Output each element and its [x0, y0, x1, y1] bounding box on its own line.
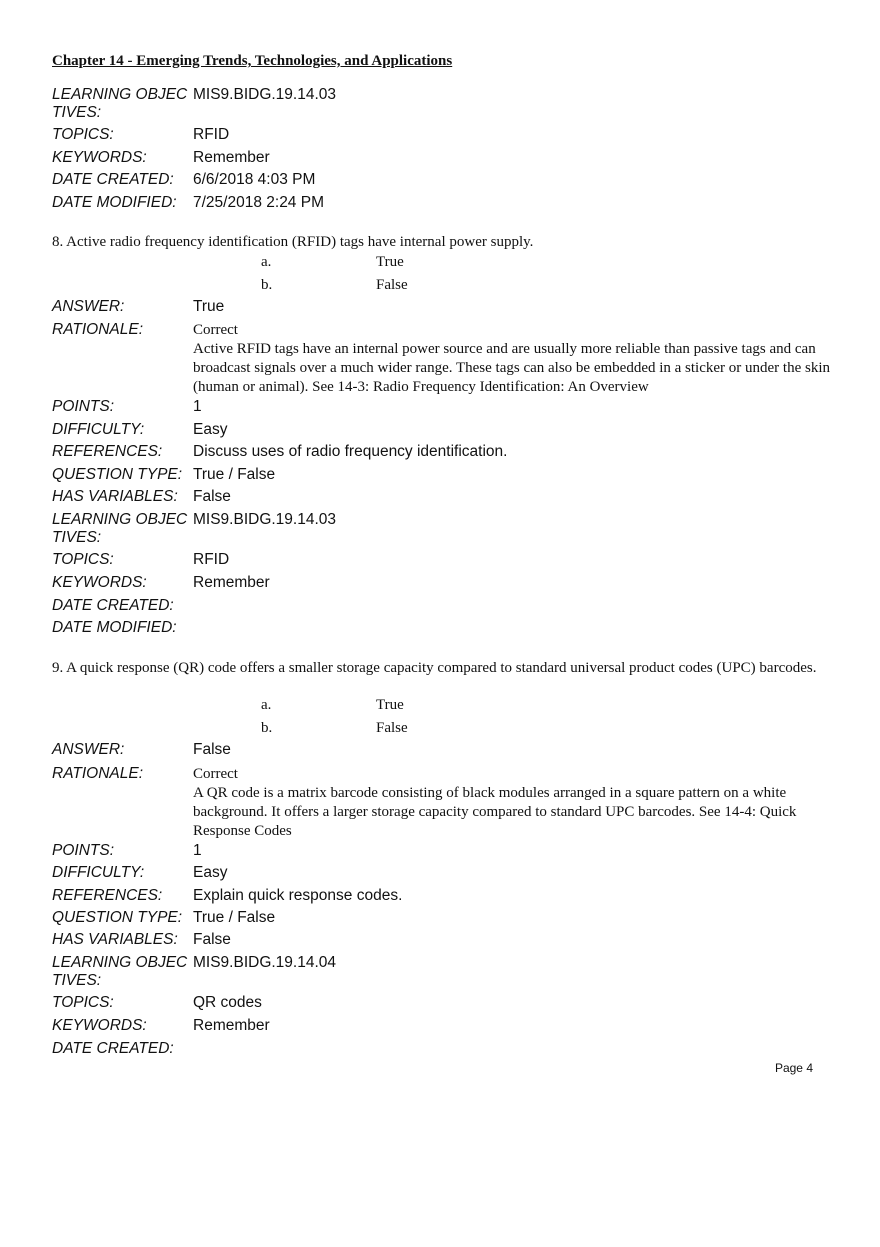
q8-question-type: True / False: [193, 466, 276, 483]
label-keywords: KEYWORDS:: [52, 149, 147, 166]
label-date-modified: DATE MODIFIED:: [52, 194, 177, 211]
q9-rationale: [193, 765, 833, 841]
q8-rationale: [193, 321, 833, 397]
q9-label-learning-objectives: LEARNING OBJEC: [52, 954, 188, 971]
q9-rationale-body: A QR code is a matrix barcode consisting of black modules arranged in a square pattern on a white background. It offers a larger storage capacity compared to standard UPC barcodes. See 14-4: Quick Response Codes: [193, 785, 797, 839]
label-learning-objectives: LEARNING OBJEC: [52, 86, 188, 103]
q8-label-has-variables: HAS VARIABLES:: [52, 488, 178, 505]
question-8-text: 8. Active radio frequency identification (RFID) tags have internal power supply.: [52, 234, 534, 250]
q9-difficulty: Easy: [193, 864, 228, 881]
q8-label-date-modified: DATE MODIFIED:: [52, 619, 177, 636]
q8-option-b-letter: b.: [261, 277, 273, 293]
chapter-title: Chapter 14 - Emerging Trends, Technologies, and Applications: [52, 53, 453, 69]
q9-references: Explain quick response codes.: [193, 887, 403, 904]
value-learning-objectives: MIS9.BIDG.19.14.03: [193, 86, 337, 103]
q8-label-topics: TOPICS:: [52, 551, 114, 568]
q8-learning-objectives: MIS9.BIDG.19.14.03: [193, 511, 337, 528]
value-date-created: 6/6/2018 4:03 PM: [193, 171, 316, 188]
q8-option-a-letter: a.: [261, 254, 272, 270]
value-date-modified: 7/25/2018 2:24 PM: [193, 194, 324, 211]
q8-label-question-type: QUESTION TYPE:: [52, 466, 183, 483]
q9-label-date-created: DATE CREATED:: [52, 1040, 174, 1057]
q8-label-references: REFERENCES:: [52, 443, 163, 460]
q9-label-rationale: RATIONALE:: [52, 765, 144, 782]
q8-label-learning-objectives-cont: TIVES:: [52, 529, 102, 546]
page-number: Page 4: [774, 1061, 813, 1075]
q8-keywords: Remember: [193, 574, 270, 591]
q8-label-date-created: DATE CREATED:: [52, 597, 174, 614]
q8-answer: True: [193, 298, 225, 315]
q8-label-answer: ANSWER:: [52, 298, 125, 315]
q8-label-keywords: KEYWORDS:: [52, 574, 147, 591]
q8-rationale-body: Active RFID tags have an internal power source and are usually more reliable than passive tags and can broadcast signals over a much wider range. These tags can also be embedded in a sticker or under the skin (human or animal). See 14-3: Radio Frequency Identification: An Overview: [193, 341, 831, 395]
q9-question-type: True / False: [193, 909, 276, 926]
q9-answer: False: [193, 741, 231, 758]
question-9-text: 9. A quick response (QR) code offers a smaller storage capacity compared to standard universal product codes (UPC) barcodes.: [52, 660, 817, 676]
q9-keywords: Remember: [193, 1017, 270, 1034]
q8-points: 1: [193, 398, 202, 415]
q9-learning-objectives: MIS9.BIDG.19.14.04: [193, 954, 337, 971]
q9-rationale-head: Correct: [193, 766, 238, 782]
q8-option-a-text: True: [376, 254, 404, 270]
q8-option-b-text: False: [376, 277, 408, 293]
q9-label-has-variables: HAS VARIABLES:: [52, 931, 178, 948]
q9-has-variables: False: [193, 931, 231, 948]
q9-option-b-letter: b.: [261, 720, 273, 736]
q8-topics: RFID: [193, 551, 230, 568]
q8-label-rationale: RATIONALE:: [52, 321, 144, 338]
q8-label-difficulty: DIFFICULTY:: [52, 421, 145, 438]
q9-option-b-text: False: [376, 720, 408, 736]
q8-difficulty: Easy: [193, 421, 228, 438]
label-date-created: DATE CREATED:: [52, 171, 174, 188]
q9-points: 1: [193, 842, 202, 859]
q9-label-topics: TOPICS:: [52, 994, 114, 1011]
q8-has-variables: False: [193, 488, 231, 505]
q9-label-question-type: QUESTION TYPE:: [52, 909, 183, 926]
q9-label-points: POINTS:: [52, 842, 115, 859]
q9-topics: QR codes: [193, 994, 262, 1011]
q9-label-learning-objectives-cont: TIVES:: [52, 972, 102, 989]
q9-label-references: REFERENCES:: [52, 887, 163, 904]
q8-label-points: POINTS:: [52, 398, 115, 415]
q9-option-a-text: True: [376, 697, 404, 713]
q8-rationale-head: Correct: [193, 322, 238, 338]
q8-references: Discuss uses of radio frequency identification.: [193, 443, 508, 460]
q9-label-answer: ANSWER:: [52, 741, 125, 758]
q9-label-keywords: KEYWORDS:: [52, 1017, 147, 1034]
label-learning-objectives-cont: TIVES:: [52, 104, 102, 121]
q9-option-a-letter: a.: [261, 697, 272, 713]
value-keywords: Remember: [193, 149, 270, 166]
value-topics: RFID: [193, 126, 230, 143]
q8-label-learning-objectives: LEARNING OBJEC: [52, 511, 188, 528]
q9-label-difficulty: DIFFICULTY:: [52, 864, 145, 881]
label-topics: TOPICS:: [52, 126, 114, 143]
